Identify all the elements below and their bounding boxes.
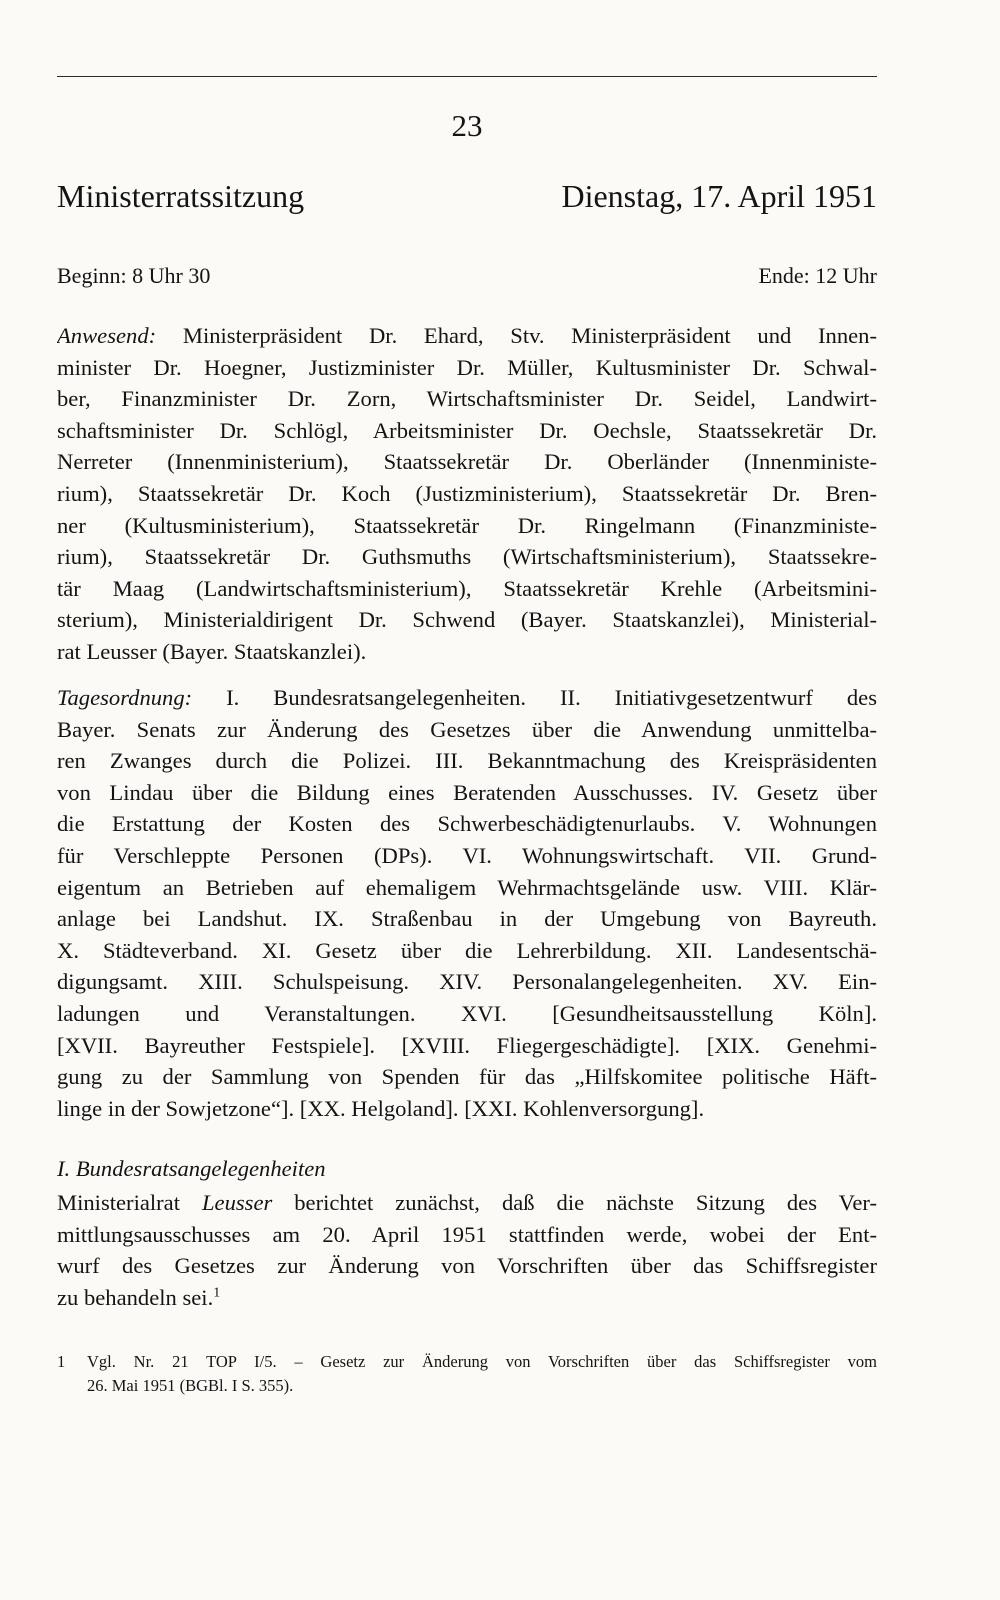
agenda-line: gung zu der Sammlung von Spenden für das „Hilfskomitee politische Häft- bbox=[57, 1064, 877, 1090]
body-line: wurf des Gesetzes zur Änderung von Vorschriften über das Schiffsregister bbox=[57, 1253, 877, 1279]
agenda-paragraph bbox=[57, 682, 877, 1124]
person-name: Leusser bbox=[201, 1190, 273, 1215]
attendees-line: sterium), Ministerialdirigent Dr. Schwend (Bayer. Staatskanzlei), Ministerial- bbox=[57, 607, 877, 633]
title-row bbox=[57, 176, 877, 216]
document-number: 23 bbox=[451, 108, 483, 143]
agenda-line: eigentum an Betrieben auf ehemaligem Wehrmachtsgelände usw. VIII. Klär- bbox=[57, 874, 877, 900]
attendees-line: ber, Finanzminister Dr. Zorn, Wirtschaftsminister Dr. Seidel, Landwirt- bbox=[57, 386, 877, 412]
agenda-line: X. Städteverband. XI. Gesetz über die Lehrerbildung. XII. Landesentschä- bbox=[57, 937, 877, 963]
section-body bbox=[57, 1187, 877, 1313]
agenda-line: linge in der Sowjetzone“]. [XX. Helgoland]. [XXI. Kohlenversorgung]. bbox=[57, 1095, 705, 1121]
footnote-mark: 1 bbox=[57, 1352, 66, 1371]
attendees-line: rium), Staatssekretär Dr. Koch (Justizministerium), Staatssekretär Dr. Bren- bbox=[57, 480, 877, 506]
attendees-line: Nerreter (Innenministerium), Staatssekretär Dr. Oberländer (Innenministe- bbox=[57, 449, 877, 475]
footnote-text bbox=[87, 1350, 877, 1398]
footnote bbox=[57, 1350, 877, 1398]
agenda-line: von Lindau über die Bildung eines Beratenden Ausschusses. IV. Gesetz über bbox=[57, 779, 877, 805]
agenda-line: die Erstattung der Kosten des Schwerbeschädigtenurlaubs. V. Wohnungen bbox=[57, 811, 877, 837]
footnote-line: 26. Mai 1951 (BGBl. I S. 355). bbox=[87, 1376, 294, 1395]
agenda-line: für Verschleppte Personen (DPs). VI. Wohnungswirtschaft. VII. Grund- bbox=[57, 842, 877, 868]
agenda-line: ren Zwanges durch die Polizei. III. Bekanntmachung des Kreispräsidenten bbox=[57, 748, 877, 774]
agenda-line: [XVII. Bayreuther Festspiele]. [XVIII. Fliegergeschädigte]. [XIX. Genehmi- bbox=[57, 1032, 877, 1058]
attendees-paragraph bbox=[57, 320, 877, 668]
footnote-reference[interactable]: 1 bbox=[213, 1285, 221, 1301]
section-heading: I. Bundesratsangelegenheiten bbox=[57, 1156, 326, 1181]
footnote-line: Vgl. Nr. 21 TOP I/5. – Gesetz zur Änderung von Vorschriften über das Schiffsregister vom bbox=[87, 1352, 877, 1371]
agenda-line: ladungen und Veranstaltungen. XVI. [Gesundheitsausstellung Köln]. bbox=[57, 1000, 877, 1026]
attendees-line: rium), Staatssekretär Dr. Guthsmuths (Wirtschaftsministerium), Staatssekre- bbox=[57, 544, 877, 570]
attendees-line: ner (Kultusministerium), Staatssekretär Dr. Ringelmann (Finanzministe- bbox=[57, 512, 877, 538]
meeting-title: Ministerratssitzung bbox=[57, 178, 305, 214]
attendees-line: minister Dr. Hoegner, Justizminister Dr. Müller, Kultusminister Dr. Schwal- bbox=[57, 354, 877, 380]
body-line: zu behandeln sei.$^1$ bbox=[57, 1284, 221, 1310]
attendees-line: tär Maag (Landwirtschaftsministerium), Staatssekretär Krehle (Arbeitsmini- bbox=[57, 575, 877, 601]
time-row bbox=[57, 261, 877, 291]
body-line: Ministerialrat Leusser berichtet zunächst, daß die nächste Sitzung des Ver- bbox=[57, 1190, 877, 1215]
attendees-line: rat Leusser (Bayer. Staatskanzlei). bbox=[57, 638, 367, 664]
attendees-line: Anwesend: Ministerpräsident Dr. Ehard, Stv. Ministerpräsident und Innen- bbox=[57, 323, 877, 348]
agenda-line: Bayer. Senats zur Änderung des Gesetzes über die Anwendung unmittelba- bbox=[57, 716, 877, 742]
agenda-line: digungsamt. XIII. Schulspeisung. XIV. Personalangelegenheiten. XV. Ein- bbox=[57, 969, 877, 995]
body-line: mittlungsausschusses am 20. April 1951 stattfinden werde, wobei der Ent- bbox=[57, 1221, 877, 1247]
document-page bbox=[57, 0, 877, 1600]
agenda-line: Tagesordnung: I. Bundesratsangelegenheiten. II. Initiativgesetzentwurf des bbox=[57, 685, 877, 710]
attendees-line: schaftsminister Dr. Schlögl, Arbeitsminister Dr. Oechsle, Staatssekretär Dr. bbox=[57, 417, 877, 443]
begin-time: Beginn: 8 Uhr 30 bbox=[57, 263, 211, 288]
header-rule bbox=[57, 76, 877, 77]
agenda-label: Tagesordnung: bbox=[57, 685, 193, 710]
end-time: Ende: 12 Uhr bbox=[758, 263, 877, 288]
agenda-line: anlage bei Landshut. IX. Straßenbau in der Umgebung von Bayreuth. bbox=[57, 906, 877, 932]
meeting-date: Dienstag, 17. April 1951 bbox=[561, 178, 877, 214]
attendees-label: Anwesend: bbox=[57, 323, 157, 348]
